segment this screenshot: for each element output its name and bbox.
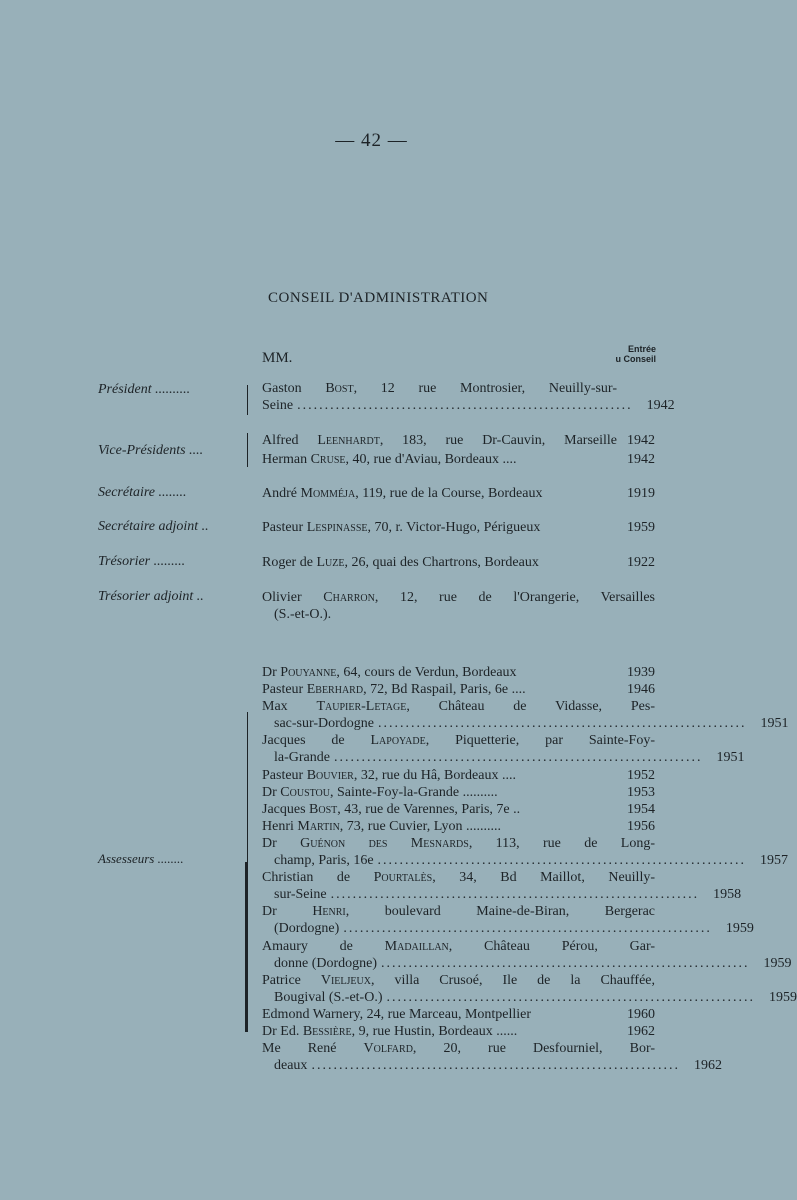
officer-entry: Roger de Luze, 26, quai des Chartrons, Bordeaux 1922 [262,555,655,570]
assesseur-entry: Dr Guénon des Mesnards, 113, rue de Long- champ, Paris, 16e ................................................................... 1957 [262,836,789,868]
assesseur-year: 1962 [693,1058,722,1074]
assesseur-entry: Me René Volfard, 20, rue Desfourniel, Bor- deaux ................................................................... 1962 [262,1041,722,1074]
assesseur-entry: Jacques Bost, 43, rue de Varennes, Paris, 7e .. 1954 [262,801,655,817]
assesseur-entry: Edmond Warnery, 24, rue Marceau, Montpellier 1960 [262,1007,655,1022]
assesseur-entry: Henri Martin, 73, rue Cuvier, Lyon .......... 1956 [262,818,655,834]
officer-entry: André Momméja, 119, rue de la Course, Bordeaux 1919 [262,486,655,501]
officer-entry: Olivier Charron, 12, rue de l'Orangerie, Versailles (S.-et-O.). [262,590,655,622]
assesseur-year: 1958 [713,887,742,903]
assesseur-entry: Dr Ed. Bessière, 9, rue Hustin, Bordeaux ...... 1962 [262,1024,655,1040]
assesseur-entry: Amaury de Madaillan, Château Pérou, Gar- donne (Dordogne) ................................................................... 1959 [262,938,792,971]
officer-year: 1942 [627,452,655,467]
assesseur-year: 1959 [763,955,792,971]
assesseur-entry: Max Taupier-Letage, Château de Vidasse, Pes- sac-sur-Dordogne ................................................................... 1951 [262,699,789,732]
assesseur-entry: Dr Pouyanne, 64, cours de Verdun, Bordeaux 1939 [262,665,655,680]
brace-assesseurs-top [247,712,248,862]
assesseur-entry: Jacques de Lapoyade, Piquetterie, par Sainte-Foy- la-Grande ................................................................... 1951 [262,733,745,766]
assesseur-year: 1957 [760,853,789,868]
assesseur-year: 1960 [627,1007,655,1022]
assesseur-year: 1951 [716,750,745,766]
assesseur-year: 1951 [760,716,789,732]
officer-entry: Pasteur Lespinasse, 70, r. Victor-Hugo, Périgueux 1959 [262,520,655,535]
assesseur-year: 1959 [725,921,754,937]
assesseur-year: 1952 [627,767,655,783]
assesseur-entry: Dr Henri, boulevard Maine-de-Biran, Bergerac (Dordogne) ................................................................... 1959 [262,904,754,937]
assesseur-entry: Dr Coustou, Sainte-Foy-la-Grande .......... 1953 [262,784,655,800]
assesseur-year: 1939 [627,665,655,680]
officer-year: 1942 [627,433,655,448]
assesseur-year: 1953 [627,784,655,800]
officer-year: 1942 [646,398,675,413]
officer-entry: Herman Cruse, 40, rue d'Aviau, Bordeaux .... 1942 [262,452,655,467]
brace-president [247,385,248,415]
office-tresorier-adjoint: Trésorier adjoint .. [98,589,204,604]
office-tresorier: Trésorier ......... [98,554,186,569]
officer-year: 1959 [627,520,655,535]
officer-entry: Alfred Leenhardt, 183, rue Dr-Cauvin, Marseille 1942 [262,433,655,448]
assesseur-year: 1954 [627,801,655,817]
officer-year: 1922 [627,555,655,570]
assesseur-entry: Christian de Pourtalès, 34, Bd Maillot, Neuilly- sur-Seine ................................................................... 1958 [262,870,742,903]
office-vice-presidents: Vice-Présidents .... [98,443,204,458]
page-number: — 42 — [335,130,408,151]
assesseur-year: 1956 [627,818,655,834]
assesseur-entry: Pasteur Bouvier, 32, rue du Hâ, Bordeaux .... 1952 [262,767,655,783]
assesseur-entry: Patrice Vieljeux, villa Crusoé, Ile de la Chauffée, Bougival (S.-et-O.) ................................................................... 1959 [262,972,797,1005]
year-header-line-1: Entrée [627,344,656,354]
brace-assesseurs-bottom [245,862,248,1032]
brace-vice-presidents [247,433,248,467]
assesseur-entry: Pasteur Eberhard, 72, Bd Raspail, Paris, 6e .... 1946 [262,682,655,698]
year-column-header [596,344,656,364]
office-president: Président .......... [98,382,191,397]
assesseur-year: 1962 [627,1024,655,1040]
officer-entry: Gaston Bost, 12 rue Montrosier, Neuilly-sur- Seine ............................................................. 1942 [262,381,675,413]
assesseur-year: 1959 [768,989,797,1005]
section-heading: CONSEIL D'ADMINISTRATION [268,290,489,306]
office-assesseurs: Assesseurs ........ [98,851,184,866]
office-secretaire-adjoint: Secrétaire adjoint .. [98,519,209,534]
officer-year: 1919 [627,486,655,501]
year-header-line-2: u Conseil [615,354,656,364]
office-secretaire: Secrétaire ........ [98,485,187,500]
salutation: MM. [262,350,293,366]
assesseur-year: 1946 [627,682,655,698]
